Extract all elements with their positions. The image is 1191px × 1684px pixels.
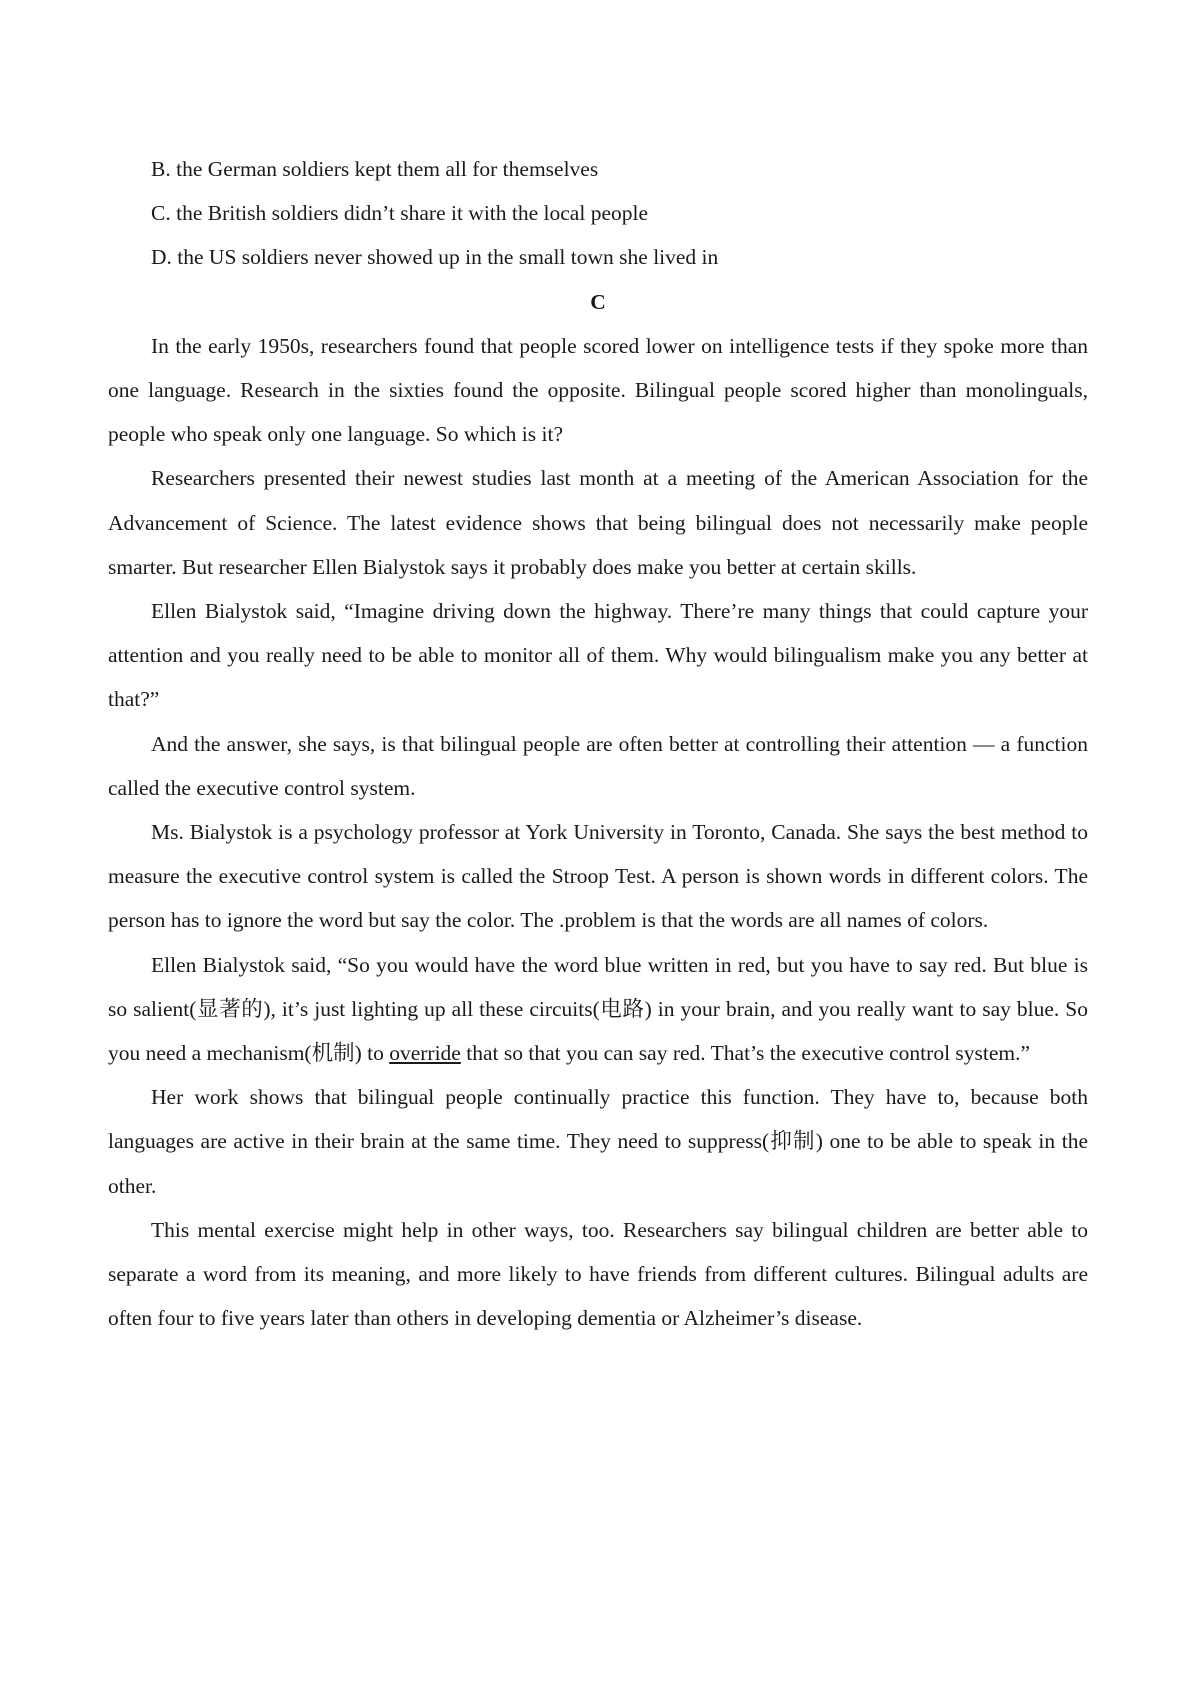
- answer-option-c: C. the British soldiers didn’t share it with the local people: [151, 201, 649, 226]
- paragraph-5: Ms. Bialystok is a psychology professor at York University in Toronto, Canada. She says the best method to measure the executive control system is called the Stroop Test. A person is shown words in different colors. The person has to ignore the word but say the color. The .problem is that the words are all names of colors.: [108, 820, 1088, 933]
- section-title: C: [590, 289, 606, 314]
- answer-option-d: D. the US soldiers never showed up in the small town she lived in: [151, 245, 719, 270]
- paragraph-6-text-before: Ellen Bialystok said, “So you would have the word blue written in red, but you have to say red. But blue is so salient(显著的), it’s just lighting up all these circuits(电路) in your brain, and you really want to say blue. So you need a mechanism(机制) to: [108, 952, 1088, 1066]
- paragraph-6: [108, 943, 1088, 1076]
- underlined-word-override: override: [389, 1041, 461, 1066]
- paragraph-6-text-after: that so that you can say red. That’s the executive control system.”: [460, 1041, 1031, 1066]
- answer-option-b: B. the German soldiers kept them all for themselves: [151, 157, 599, 181]
- paragraph-4: And the answer, she says, is that bilingual people are often better at controlling their attention — a function called the executive control system.: [108, 731, 1088, 800]
- paragraph-1: In the early 1950s, researchers found that people scored lower on intelligence tests if they spoke more than one language. Research in the sixties found the opposite. Bilingual people scored higher than monolinguals, people who speak only one language. So which is it?: [108, 333, 1088, 447]
- document-page: [108, 147, 1088, 1340]
- paragraph-3: Ellen Bialystok said, “Imagine driving down the highway. There’re many things that could capture your attention and you really need to be able to monitor all of them. Why would bilingualism make you any better at that?”: [108, 599, 1088, 712]
- paragraph-8: This mental exercise might help in other ways, too. Researchers say bilingual children are better able to separate a word from its meaning, and more likely to have friends from different cultures. Bilingual adults are often four to five years later than others in developing dementia or Alzheimer’s disease.: [108, 1217, 1088, 1331]
- paragraph-7: Her work shows that bilingual people continually practice this function. They have to, because both languages are active in their brain at the same time. They need to suppress(抑制) one to be able to speak in the other.: [108, 1085, 1088, 1198]
- paragraph-2: Researchers presented their newest studies last month at a meeting of the American Association for the Advancement of Science. The latest evidence shows that being bilingual does not necessarily make people smarter. But researcher Ellen Bialystok says it probably does make you better at certain skills.: [108, 466, 1088, 579]
